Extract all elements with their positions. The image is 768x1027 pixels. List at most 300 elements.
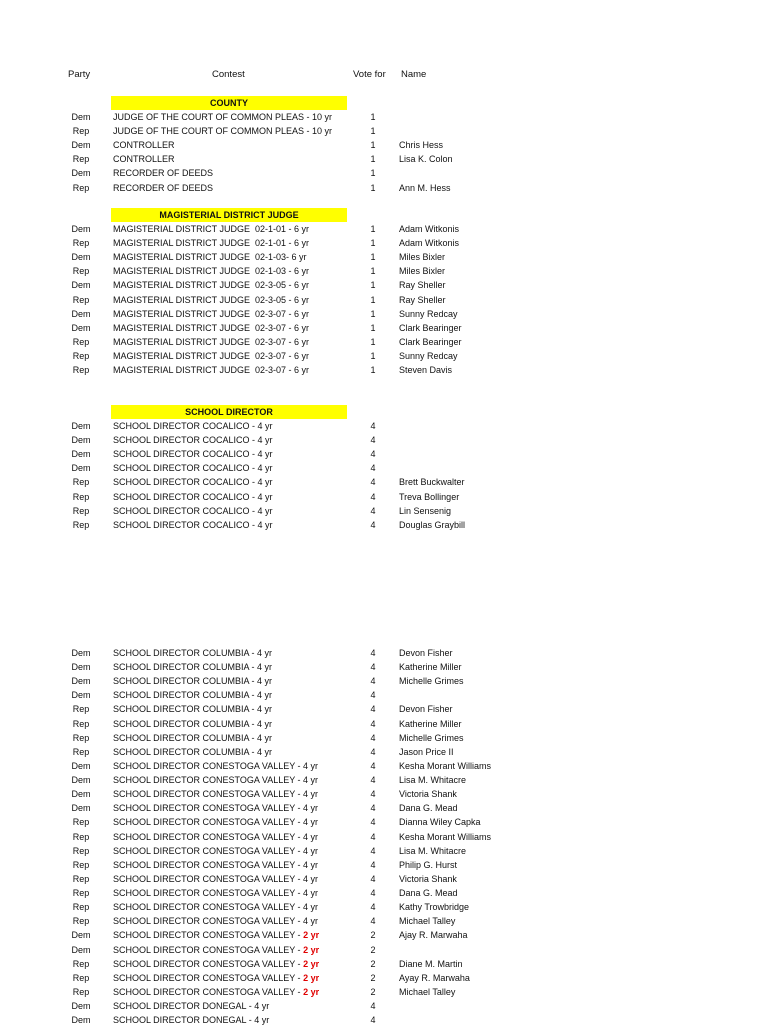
table-row	[0, 475, 768, 489]
contest-text: RECORDER OF DEEDS	[113, 168, 214, 179]
candidate-name-cell: Adam Witkonis	[399, 238, 460, 249]
contest-text: MAGISTERIAL DISTRICT JUDGE 02-1-03 - 6 yr	[113, 266, 310, 277]
contest-text: SCHOOL DIRECTOR COLUMBIA - 4 yr	[113, 690, 273, 701]
table-row	[0, 957, 768, 971]
term-highlight: 2 yr	[303, 972, 320, 983]
party-cell: Dem	[71, 280, 91, 291]
party-cell: Rep	[72, 718, 90, 729]
vote-for-cell: 4	[370, 1001, 376, 1011]
contest-cell	[113, 886, 318, 900]
vote-for-cell: 1	[370, 224, 376, 234]
table-row	[0, 830, 768, 844]
contest-cell	[113, 773, 318, 787]
candidate-name-cell: Devon Fisher	[399, 648, 453, 658]
vote-for-cell: 1	[370, 350, 376, 361]
table-row	[0, 138, 768, 152]
contest-text: SCHOOL DIRECTOR COCALICO - 4 yr	[113, 519, 273, 530]
contest-text: SCHOOL DIRECTOR DONEGAL - 4 yr	[113, 1015, 270, 1026]
table-row	[0, 307, 768, 321]
party-cell: Rep	[72, 902, 90, 913]
party-cell: Rep	[72, 477, 90, 488]
table-row	[0, 278, 768, 292]
vote-for-cell: 1	[370, 365, 376, 375]
party-cell: Dem	[71, 463, 91, 474]
candidate-name-cell: Dana G. Mead	[399, 888, 458, 899]
term-highlight: 2 yr	[303, 944, 320, 955]
contest-text: SCHOOL DIRECTOR COLUMBIA - 4 yr	[113, 746, 273, 757]
contest-text: SCHOOL DIRECTOR CONESTOGA VALLEY - 4 yr	[113, 789, 319, 800]
candidate-name-cell: Lisa M. Whitacre	[399, 775, 467, 786]
contest-text: MAGISTERIAL DISTRICT JUDGE 02-3-07 - 6 yr	[113, 336, 310, 347]
candidate-name-cell: Michelle Grimes	[399, 676, 464, 687]
contest-text: SCHOOL DIRECTOR CONESTOGA VALLEY - 4 yr	[113, 803, 319, 814]
contest-cell	[113, 872, 318, 886]
vote-for-cell: 4	[370, 519, 376, 530]
candidate-name-cell: Lin Sensenig	[399, 505, 452, 516]
party-cell: Rep	[72, 817, 90, 828]
contest-cell	[113, 957, 319, 971]
candidate-name-cell: Ray Sheller	[399, 280, 446, 291]
table-row	[0, 518, 768, 532]
contest-cell	[113, 900, 318, 914]
vote-for-cell: 4	[370, 718, 376, 729]
candidate-name-cell: Victoria Shank	[399, 789, 457, 800]
contest-cell	[113, 674, 272, 688]
contest-text: MAGISTERIAL DISTRICT JUDGE 02-3-07 - 6 yr	[113, 365, 310, 375]
candidate-name-cell: Ray Sheller	[399, 294, 446, 305]
header-party: Party	[68, 69, 91, 80]
candidate-name-cell: Clark Bearinger	[399, 336, 462, 347]
vote-for-cell: 1	[370, 280, 376, 291]
vote-for-cell: 1	[370, 322, 376, 333]
party-cell: Dem	[71, 648, 91, 658]
contest-text: JUDGE OF THE COURT OF COMMON PLEAS - 10 yr	[113, 112, 333, 122]
candidate-name-cell: Philip G. Hurst	[399, 859, 458, 870]
table-row	[0, 222, 768, 236]
contest-cell	[113, 731, 272, 745]
table-row	[0, 363, 768, 377]
party-cell: Rep	[72, 182, 90, 193]
contest-text: SCHOOL DIRECTOR CONESTOGA VALLEY - 4 yr	[113, 817, 319, 828]
contest-text: MAGISTERIAL DISTRICT JUDGE 02-3-05 - 6 yr	[113, 294, 310, 305]
party-cell: Dem	[71, 322, 91, 333]
contest-text: SCHOOL DIRECTOR CONESTOGA VALLEY - 4 yr	[113, 845, 319, 856]
party-cell: Rep	[72, 519, 90, 530]
party-cell: Rep	[72, 238, 90, 249]
contest-text: SCHOOL DIRECTOR COCALICO - 4 yr	[113, 491, 273, 502]
party-cell: Rep	[72, 365, 90, 375]
party-cell: Dem	[71, 449, 91, 460]
vote-for-cell: 4	[370, 746, 376, 757]
contest-text: SCHOOL DIRECTOR COCALICO - 4 yr	[113, 505, 273, 516]
contest-cell	[113, 745, 272, 759]
vote-for-cell: 2	[370, 972, 376, 983]
party-cell: Dem	[71, 252, 91, 263]
table-row	[0, 293, 768, 307]
vote-for-cell: 4	[370, 732, 376, 743]
term-highlight: 2 yr	[303, 930, 320, 941]
contest-text: SCHOOL DIRECTOR CONESTOGA VALLEY -	[113, 972, 304, 983]
table-row	[0, 447, 768, 461]
party-cell: Dem	[71, 421, 91, 431]
party-cell: Rep	[72, 491, 90, 502]
contest-text: SCHOOL DIRECTOR CONESTOGA VALLEY - 4 yr	[113, 873, 319, 884]
candidate-name-cell: Katherine Miller	[399, 662, 462, 673]
vote-for-cell: 4	[370, 902, 376, 913]
candidate-name-cell: Michael Talley	[399, 916, 456, 927]
vote-for-cell: 1	[370, 168, 376, 179]
table-row	[0, 745, 768, 759]
contest-cell	[113, 447, 273, 461]
contest-cell	[113, 1013, 269, 1027]
contest-cell	[113, 660, 272, 674]
party-cell: Rep	[72, 845, 90, 856]
vote-for-cell: 4	[370, 873, 376, 884]
table-row	[0, 504, 768, 518]
vote-for-cell: 4	[370, 845, 376, 856]
party-cell: Rep	[72, 505, 90, 516]
table-row	[0, 943, 768, 957]
contest-cell	[113, 646, 272, 660]
contest-text: SCHOOL DIRECTOR COLUMBIA - 4 yr	[113, 704, 273, 715]
vote-for-cell: 4	[370, 477, 376, 488]
contest-cell	[113, 152, 175, 166]
contest-cell	[113, 124, 332, 138]
contest-cell	[113, 717, 272, 731]
contest-cell	[113, 321, 309, 335]
contest-text: SCHOOL DIRECTOR CONESTOGA VALLEY -	[113, 986, 304, 997]
vote-for-cell: 2	[370, 958, 376, 969]
section-county: COUNTY	[111, 96, 347, 110]
candidate-name-cell: Michelle Grimes	[399, 732, 464, 743]
candidate-name-cell: Miles Bixler	[399, 252, 446, 263]
table-row	[0, 433, 768, 447]
party-cell: Dem	[71, 803, 91, 814]
vote-for-cell: 2	[370, 930, 376, 941]
vote-for-cell: 1	[370, 140, 376, 151]
header-contest: Contest	[212, 69, 245, 80]
contest-cell	[113, 363, 309, 377]
party-cell: Dem	[71, 140, 91, 151]
contest-text: MAGISTERIAL DISTRICT JUDGE 02-3-07 - 6 yr	[113, 322, 310, 333]
table-row	[0, 900, 768, 914]
vote-for-cell: 1	[370, 154, 376, 165]
contest-cell	[113, 293, 309, 307]
party-cell: Rep	[72, 154, 90, 165]
table-row	[0, 717, 768, 731]
vote-for-cell: 4	[370, 449, 376, 460]
contest-text: SCHOOL DIRECTOR CONESTOGA VALLEY - 4 yr	[113, 916, 319, 927]
vote-for-cell: 1	[370, 182, 376, 193]
vote-for-cell: 1	[370, 336, 376, 347]
table-row	[0, 419, 768, 433]
contest-cell	[113, 815, 318, 829]
contest-text: SCHOOL DIRECTOR CONESTOGA VALLEY - 4 yr	[113, 859, 319, 870]
contest-cell	[113, 490, 273, 504]
vote-for-cell: 1	[370, 252, 376, 263]
party-cell: Rep	[72, 831, 90, 842]
party-cell: Rep	[72, 986, 90, 997]
contest-text: SCHOOL DIRECTOR CONESTOGA VALLEY -	[113, 944, 304, 955]
contest-cell	[113, 250, 307, 264]
table-row	[0, 914, 768, 928]
contest-text: CONTROLLER	[113, 140, 175, 151]
header-name: Name	[401, 69, 427, 80]
contest-text: MAGISTERIAL DISTRICT JUDGE 02-3-05 - 6 yr	[113, 280, 310, 291]
candidate-name-cell: Ajay R. Marwaha	[399, 930, 468, 941]
table-row	[0, 999, 768, 1013]
table-row	[0, 815, 768, 829]
contest-text: SCHOOL DIRECTOR COLUMBIA - 4 yr	[113, 648, 273, 658]
contest-cell	[113, 335, 309, 349]
vote-for-cell: 4	[370, 760, 376, 771]
term-highlight: 2 yr	[303, 958, 320, 969]
contest-cell	[113, 349, 309, 363]
vote-for-cell: 4	[370, 690, 376, 701]
vote-for-cell: 4	[370, 1015, 376, 1026]
contest-cell	[113, 928, 319, 942]
candidate-name-cell: Sunny Redcay	[399, 350, 458, 361]
contest-text: MAGISTERIAL DISTRICT JUDGE 02-1-01 - 6 yr	[113, 238, 310, 249]
contest-text: SCHOOL DIRECTOR COLUMBIA - 4 yr	[113, 718, 273, 729]
table-row	[0, 886, 768, 900]
table-row	[0, 688, 768, 702]
contest-cell	[113, 759, 318, 773]
party-cell: Rep	[72, 859, 90, 870]
party-cell: Rep	[72, 958, 90, 969]
table-row	[0, 731, 768, 745]
vote-for-cell: 4	[370, 435, 376, 446]
party-cell: Dem	[71, 1015, 91, 1026]
table-row	[0, 335, 768, 349]
candidate-name-cell: Lisa M. Whitacre	[399, 845, 467, 856]
table-row	[0, 646, 768, 660]
table-row	[0, 773, 768, 787]
contest-cell	[113, 433, 273, 447]
contest-text: RECORDER OF DEEDS	[113, 182, 214, 193]
contest-cell	[113, 943, 319, 957]
contest-cell	[113, 830, 318, 844]
table-row	[0, 250, 768, 264]
vote-for-cell: 2	[370, 944, 376, 955]
term-highlight: 2 yr	[303, 986, 320, 997]
party-cell: Dem	[71, 676, 91, 687]
contest-cell	[113, 138, 175, 152]
table-row	[0, 928, 768, 942]
contest-text: MAGISTERIAL DISTRICT JUDGE 02-3-07 - 6 yr	[113, 308, 310, 319]
contest-text: SCHOOL DIRECTOR CONESTOGA VALLEY - 4 yr	[113, 888, 319, 899]
party-cell: Dem	[71, 789, 91, 800]
candidate-name-cell: Jason Price II	[399, 746, 454, 757]
table-row	[0, 181, 768, 195]
table-row	[0, 971, 768, 985]
party-cell: Rep	[72, 732, 90, 743]
table-row	[0, 321, 768, 335]
contest-cell	[113, 307, 309, 321]
candidate-name-cell: Kesha Morant Williams	[399, 760, 492, 771]
contest-cell	[113, 985, 319, 999]
party-cell: Dem	[71, 690, 91, 701]
candidate-name-cell: Sunny Redcay	[399, 308, 458, 319]
contest-cell	[113, 278, 309, 292]
vote-for-cell: 4	[370, 491, 376, 502]
candidate-name-cell: Ayay R. Marwaha	[399, 972, 470, 983]
contest-text: SCHOOL DIRECTOR COCALICO - 4 yr	[113, 477, 273, 488]
party-cell: Rep	[72, 888, 90, 899]
party-cell: Dem	[71, 775, 91, 786]
contest-text: SCHOOL DIRECTOR CONESTOGA VALLEY - 4 yr	[113, 775, 319, 786]
vote-for-cell: 4	[370, 789, 376, 800]
contest-text: SCHOOL DIRECTOR CONESTOGA VALLEY -	[113, 958, 304, 969]
vote-for-cell: 1	[370, 126, 376, 137]
party-cell: Dem	[71, 944, 91, 955]
candidate-name-cell: Kesha Morant Williams	[399, 831, 492, 842]
party-cell: Rep	[72, 746, 90, 757]
contest-text: SCHOOL DIRECTOR CONESTOGA VALLEY - 4 yr	[113, 831, 319, 842]
vote-for-cell: 1	[370, 238, 376, 249]
contest-cell	[113, 264, 309, 278]
contest-cell	[113, 475, 273, 489]
contest-cell	[113, 971, 319, 985]
contest-cell	[113, 181, 213, 195]
contest-cell	[113, 504, 273, 518]
candidate-name-cell: Chris Hess	[399, 140, 444, 151]
contest-cell	[113, 166, 213, 180]
contest-cell	[113, 787, 318, 801]
party-cell: Dem	[71, 308, 91, 319]
party-cell: Dem	[71, 168, 91, 179]
party-cell: Rep	[72, 972, 90, 983]
vote-for-cell: 1	[370, 266, 376, 277]
contest-text: MAGISTERIAL DISTRICT JUDGE 02-3-07 - 6 yr	[113, 350, 310, 361]
vote-for-cell: 1	[370, 112, 376, 122]
candidate-name-cell: Diane M. Martin	[399, 958, 463, 969]
candidate-name-cell: Treva Bollinger	[399, 491, 460, 502]
contest-text: SCHOOL DIRECTOR COCALICO - 4 yr	[113, 463, 273, 474]
table-row	[0, 461, 768, 475]
contest-text: JUDGE OF THE COURT OF COMMON PLEAS - 10 yr	[113, 126, 333, 137]
table-row	[0, 349, 768, 363]
party-cell: Rep	[72, 266, 90, 277]
party-cell: Dem	[71, 1001, 91, 1011]
party-cell: Dem	[71, 112, 91, 122]
contest-cell	[113, 801, 318, 815]
party-cell: Dem	[71, 435, 91, 446]
table-row	[0, 264, 768, 278]
vote-for-cell: 4	[370, 463, 376, 474]
contest-text: SCHOOL DIRECTOR DONEGAL - 4 yr	[113, 1001, 270, 1011]
candidate-name-cell: Dianna Wiley Capka	[399, 817, 481, 828]
candidate-name-cell: Michael Talley	[399, 986, 456, 997]
contest-text: SCHOOL DIRECTOR COCALICO - 4 yr	[113, 449, 273, 460]
party-cell: Dem	[71, 930, 91, 941]
vote-for-cell: 1	[370, 294, 376, 305]
candidate-name-cell: Steven Davis	[399, 365, 453, 375]
table-row	[0, 110, 768, 124]
contest-text: SCHOOL DIRECTOR COCALICO - 4 yr	[113, 435, 273, 446]
contest-text: CONTROLLER	[113, 154, 175, 165]
table-row	[0, 858, 768, 872]
table-row	[0, 702, 768, 716]
candidate-name-cell: Katherine Miller	[399, 718, 462, 729]
table-row	[0, 236, 768, 250]
vote-for-cell: 4	[370, 888, 376, 899]
section-school-director: SCHOOL DIRECTOR	[111, 405, 347, 419]
party-cell: Rep	[72, 294, 90, 305]
vote-for-cell: 4	[370, 648, 376, 658]
contest-text: SCHOOL DIRECTOR COCALICO - 4 yr	[113, 421, 273, 431]
contest-text: MAGISTERIAL DISTRICT JUDGE 02-1-03- 6 yr	[113, 252, 307, 263]
candidate-name-cell: Lisa K. Colon	[399, 154, 453, 165]
party-cell: Dem	[71, 662, 91, 673]
vote-for-cell: 4	[370, 421, 376, 431]
contest-text: SCHOOL DIRECTOR CONESTOGA VALLEY - 4 yr	[113, 760, 319, 771]
table-row	[0, 801, 768, 815]
contest-text: SCHOOL DIRECTOR COLUMBIA - 4 yr	[113, 662, 273, 673]
contest-cell	[113, 702, 272, 716]
party-cell: Dem	[71, 760, 91, 771]
table-row	[0, 985, 768, 999]
table-row	[0, 1013, 768, 1027]
section-magisterial-district-judge: MAGISTERIAL DISTRICT JUDGE	[111, 208, 347, 222]
party-cell: Rep	[72, 916, 90, 927]
candidate-name-cell: Ann M. Hess	[399, 182, 451, 193]
candidate-name-cell: Brett Buckwalter	[399, 477, 465, 488]
candidate-name-cell: Clark Bearinger	[399, 322, 462, 333]
contest-cell	[113, 419, 273, 433]
table-row	[0, 166, 768, 180]
candidate-name-cell: Adam Witkonis	[399, 224, 460, 234]
party-cell: Rep	[72, 336, 90, 347]
table-row	[0, 490, 768, 504]
vote-for-cell: 4	[370, 831, 376, 842]
candidate-name-cell: Douglas Graybill	[399, 519, 466, 530]
candidate-name-cell: Kathy Trowbridge	[399, 902, 470, 913]
contest-cell	[113, 236, 309, 250]
table-row	[0, 872, 768, 886]
party-cell: Dem	[71, 224, 91, 234]
vote-for-cell: 2	[370, 986, 376, 997]
contest-text: MAGISTERIAL DISTRICT JUDGE 02-1-01 - 6 yr	[113, 224, 310, 234]
contest-text: SCHOOL DIRECTOR COLUMBIA - 4 yr	[113, 676, 273, 687]
contest-cell	[113, 518, 273, 532]
table-row	[0, 674, 768, 688]
vote-for-cell: 4	[370, 704, 376, 715]
table-row	[0, 152, 768, 166]
vote-for-cell: 1	[370, 308, 376, 319]
party-cell: Rep	[72, 873, 90, 884]
table-row	[0, 124, 768, 138]
contest-cell	[113, 110, 332, 124]
candidate-name-cell: Dana G. Mead	[399, 803, 458, 814]
contest-cell	[113, 461, 273, 475]
table-row	[0, 787, 768, 801]
party-cell: Rep	[72, 350, 90, 361]
candidate-name-cell: Victoria Shank	[399, 873, 457, 884]
contest-cell	[113, 844, 318, 858]
table-row	[0, 660, 768, 674]
contest-text: SCHOOL DIRECTOR CONESTOGA VALLEY -	[113, 930, 304, 941]
vote-for-cell: 4	[370, 817, 376, 828]
vote-for-cell: 4	[370, 916, 376, 927]
vote-for-cell: 4	[370, 775, 376, 786]
contest-cell	[113, 999, 269, 1013]
candidate-name-cell: Miles Bixler	[399, 266, 446, 277]
contest-cell	[113, 688, 272, 702]
contest-cell	[113, 222, 309, 236]
contest-text: SCHOOL DIRECTOR COLUMBIA - 4 yr	[113, 732, 273, 743]
table-row	[0, 844, 768, 858]
